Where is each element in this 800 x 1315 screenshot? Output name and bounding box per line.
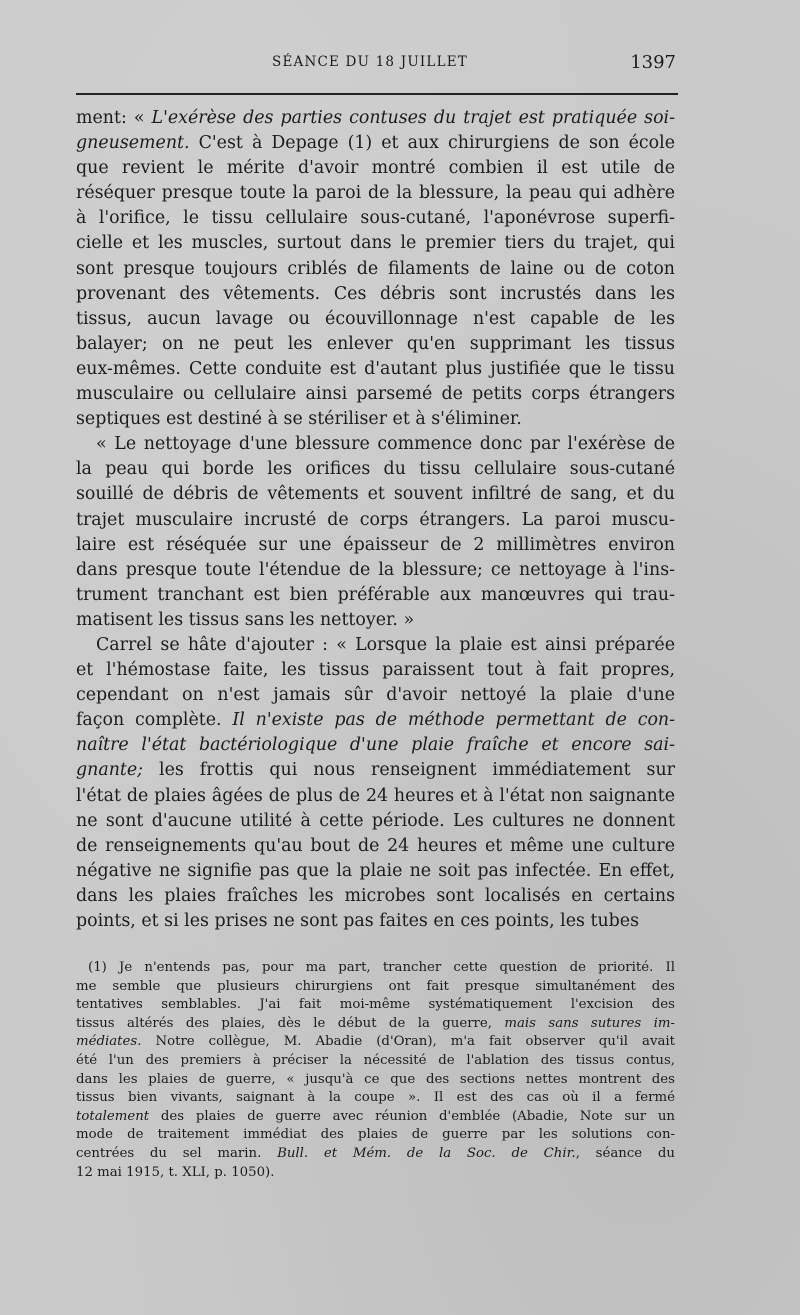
text-segment: eux-mêmes. Cette conduite est d'autant plus justifiée que le tissu — [76, 358, 675, 379]
text-line — [76, 558, 675, 583]
text-segment: musculaire ou cellulaire ainsi parsemé de petits corps étrangers — [76, 384, 675, 405]
text-line — [76, 231, 675, 256]
main-text — [76, 106, 675, 934]
text-segment: mode de traitement immédiat des plaies de guerre par les solutions con- — [76, 1127, 675, 1143]
text-line — [76, 482, 675, 507]
text-line — [76, 608, 675, 633]
text-line — [76, 307, 675, 332]
text-segment: laire est réséquée sur une épaisseur de 2 millimètres environ — [76, 534, 675, 555]
text-segment: 12 mai 1915, t. XLI, p. 1050). — [76, 1164, 275, 1180]
text-segment: tissus bien vivants, saignant à la coupe ». Il est des cas où il a fermé — [76, 1090, 675, 1106]
footnote-line — [76, 1071, 675, 1090]
text-segment: souillé de débris de vêtements et souvent infiltré de sang, et du — [76, 484, 675, 505]
text-segment: ment: « — [76, 108, 152, 128]
text-line — [76, 156, 675, 181]
page-header — [76, 54, 676, 78]
text-line — [76, 884, 675, 909]
text-segment: dans les plaies de guerre, « jusqu'à ce que des sections nettes montrent des — [76, 1071, 675, 1087]
footnote-line — [76, 1015, 675, 1034]
text-line — [76, 457, 675, 482]
text-line — [76, 633, 675, 658]
text-line — [76, 583, 675, 608]
text-segment: l'état de plaies âgées de plus de 24 heures et à l'état non saignante — [76, 785, 675, 806]
text-segment: points, et si les prises ne sont pas faites en ces points, les tubes — [76, 911, 640, 931]
italic-text: totalement — [76, 1108, 150, 1124]
footnote-line — [76, 996, 675, 1015]
text-segment: tissus altérés des plaies, dès le début de la guerre, — [76, 1015, 505, 1031]
text-segment: réséquer presque toute la paroi de la blessure, la peau qui adhère — [76, 183, 675, 204]
text-line — [76, 357, 675, 382]
italic-text: Il n'existe pas de méthode permettant de con- — [232, 710, 675, 731]
text-segment: provenant des vêtements. Ces débris sont incrustés dans les — [76, 283, 675, 304]
text-line — [76, 909, 675, 934]
footnote-line — [76, 959, 675, 978]
text-line — [76, 131, 675, 156]
text-segment: ne sont d'aucune utilité à cette période. Les cultures ne donnent — [76, 810, 675, 831]
text-segment: matisent les tissus sans les nettoyer. » — [76, 609, 415, 630]
footnote-block — [76, 959, 675, 1182]
footnote-line — [76, 1145, 675, 1164]
text-segment: balayer; on ne peut les enlever qu'en supprimant les tissus — [76, 333, 675, 354]
text-line — [76, 758, 675, 783]
text-line — [76, 106, 675, 131]
footnote-line — [76, 1126, 675, 1145]
text-line — [76, 859, 675, 884]
text-line — [76, 784, 675, 809]
text-segment: trument tranchant est bien préférable aux manœuvres qui trau- — [76, 584, 675, 605]
text-segment: façon complète. — [76, 710, 233, 731]
text-segment: Carrel se hâte d'ajouter : « Lorsque la plaie est ainsi préparée — [96, 634, 675, 655]
text-segment: des plaies de guerre avec réunion d'emblée (Abadie, Note sur un — [149, 1108, 675, 1124]
text-line — [76, 257, 675, 282]
text-line — [76, 533, 675, 558]
text-segment: cependant on n'est jamais sûr d'avoir nettoyé la plaie d'une — [76, 685, 675, 706]
text-line — [76, 332, 675, 357]
text-line — [76, 708, 675, 733]
text-segment: à l'orifice, le tissu cellulaire sous-cutané, l'aponévrose superfi- — [76, 208, 675, 229]
text-segment: Notre collègue, M. Abadie (d'Oran), m'a fait observer qu'il avait — [141, 1034, 675, 1050]
text-segment: « Le nettoyage d'une blessure commence donc par l'exérèse de — [96, 434, 675, 455]
text-segment: trajet musculaire incrusté de corps étrangers. La paroi muscu- — [76, 509, 675, 530]
footnote-line — [76, 978, 675, 997]
footnote-line — [76, 1052, 675, 1071]
italic-text: L'exérèse des parties contuses du trajet est pratiquée soi- — [151, 108, 675, 128]
italic-text: naître l'état bactériologique d'une plaie fraîche et encore sai- — [76, 735, 675, 756]
text-line — [76, 809, 675, 834]
text-segment: tentatives semblables. J'ai fait moi-même systématiquement l'excision des — [76, 997, 675, 1013]
text-segment: tissus, aucun lavage ou écouvillonnage n'est capable de les — [76, 308, 675, 329]
text-segment: (1) Je n'entends pas, pour ma part, trancher cette question de priorité. Il — [88, 960, 675, 975]
text-segment: de renseignements qu'au bout de 24 heures et même une culture — [76, 835, 675, 856]
text-line — [76, 432, 675, 457]
footnote-line — [76, 1108, 675, 1127]
text-line — [76, 282, 675, 307]
running-title: SÉANCE DU 18 JUILLET — [272, 54, 469, 70]
italic-text: gnante; — [76, 760, 144, 781]
italic-text: Bull. et Mém. de la Soc. de Chir. — [277, 1145, 576, 1161]
text-segment: cielle et les muscles, surtout dans le premier tiers du trajet, qui — [76, 233, 675, 254]
text-line — [76, 407, 675, 432]
italic-text: mais sans sutures im- — [504, 1015, 675, 1031]
text-line — [76, 508, 675, 533]
text-segment: que revient le mérite d'avoir montré combien il est utile de — [76, 158, 675, 179]
text-segment: dans les plaies fraîches les microbes sont localisés en certains — [76, 885, 675, 906]
italic-text: gneusement. — [76, 133, 190, 154]
text-line — [76, 683, 675, 708]
text-line — [76, 834, 675, 859]
text-segment: dans presque toute l'étendue de la blessure; ce nettoyage à l'ins- — [76, 559, 675, 580]
text-line — [76, 181, 675, 206]
text-segment: sont presque toujours criblés de filaments de laine ou de coton — [76, 258, 675, 279]
text-segment: septiques est destiné à se stériliser et à s'éliminer. — [76, 409, 522, 430]
text-segment: et l'hémostase faite, les tissus paraissent tout à fait propres, — [76, 660, 675, 681]
footnote-line — [76, 1089, 675, 1108]
text-segment: centrées du sel marin. — [76, 1145, 278, 1161]
text-segment: négative ne signifie pas que la plaie ne soit pas infectée. En effet, — [76, 860, 675, 881]
header-rule — [76, 93, 678, 95]
italic-text: médiates. — [76, 1034, 142, 1050]
text-segment: été l'un des premiers à préciser la nécessité de l'ablation des tissus contus, — [76, 1052, 675, 1068]
text-line — [76, 206, 675, 231]
text-line — [76, 382, 675, 407]
text-segment: les frottis qui nous renseignent immédiatement sur — [143, 760, 675, 781]
text-segment: la peau qui borde les orifices du tissu cellulaire sous-cutané — [76, 459, 675, 480]
text-line — [76, 658, 675, 683]
footnote-line — [76, 1164, 675, 1183]
text-segment: me semble que plusieurs chirurgiens ont fait presque simultanément des — [76, 978, 675, 994]
page-number: 1397 — [630, 52, 676, 73]
text-line — [76, 733, 675, 758]
footnote-line — [76, 1033, 675, 1052]
text-segment: C'est à Depage (1) et aux chirurgiens de son école — [189, 133, 675, 154]
text-segment: , séance du — [575, 1145, 675, 1161]
